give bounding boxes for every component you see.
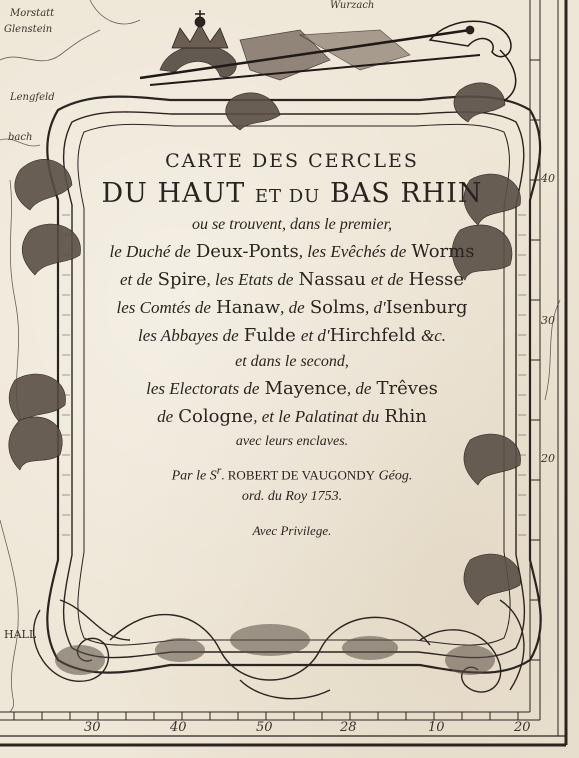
subtitle-line: ou se trouvent, dans le premier,	[191, 216, 393, 233]
text-line-11: avec leurs enclaves.	[235, 434, 349, 449]
place-fulde: Fulde	[243, 325, 296, 346]
place-isenburg: Isenburg	[385, 297, 468, 318]
place-hesse: Hesse	[408, 269, 465, 290]
author-line-2: ord. du Roy 1753.	[241, 488, 343, 504]
text-line-7	[82, 325, 502, 346]
text-fragment: , les Evêchés de	[298, 242, 407, 261]
place-cologne: Cologne	[178, 406, 254, 427]
author-sup: r	[216, 464, 222, 477]
privilege-line: Avec Privilege.	[252, 522, 332, 538]
text-fragment: les Comtés de	[116, 298, 211, 317]
author-title: Géog.	[378, 468, 413, 484]
scale-number: 50	[256, 720, 273, 735]
title-du: DU	[101, 178, 148, 209]
scale-number: 30	[541, 314, 555, 327]
text-fragment: le Duché de	[109, 242, 191, 261]
author-name: . ROBERT DE VAUGONDY	[221, 467, 376, 483]
text-fragment: , de	[346, 379, 372, 398]
map-label-wurzach: Wurzach	[330, 0, 375, 11]
text-fragment: , les Etats de	[206, 270, 294, 289]
place-hanaw: Hanaw	[216, 297, 281, 318]
place-treves: Trêves	[376, 378, 438, 399]
author-line	[82, 464, 502, 485]
text-fragment: et de	[370, 270, 404, 289]
scale-number: 30	[84, 720, 101, 735]
scale-number: 28	[340, 720, 357, 735]
scale-number: 20	[541, 452, 555, 465]
scale-number: 10	[428, 720, 445, 735]
map-label-morstatt: Morstatt	[10, 8, 55, 19]
title-haut: HAUT	[157, 178, 246, 209]
place-rhin: Rhin	[384, 406, 427, 427]
place-nassau: Nassau	[298, 269, 366, 290]
scale-number: 40	[170, 720, 187, 735]
text-line-5	[82, 269, 502, 290]
text-fragment: et de	[119, 270, 153, 289]
text-fragment: les Abbayes de	[137, 326, 239, 345]
map-label-glenstein: Glenstein	[4, 24, 53, 35]
text-fragment: les Electorats de	[146, 379, 260, 398]
place-worms: Worms	[411, 241, 475, 262]
text-fragment: , et le Palatinat du	[253, 407, 380, 426]
text-fragment: de	[157, 407, 174, 426]
place-deux-ponts: Deux-Ponts	[195, 241, 299, 262]
text-fragment: , d'	[365, 298, 386, 317]
place-solms: Solms	[309, 297, 366, 318]
cartouche-title-block	[82, 150, 502, 539]
scale-number: 20	[514, 720, 531, 735]
place-mayence: Mayence	[264, 378, 347, 399]
map-label-hall: HALL	[4, 628, 37, 641]
text-line-9	[82, 378, 502, 399]
scale-number: 40	[541, 172, 555, 185]
text-line-8: et dans le second,	[235, 353, 349, 370]
title-line-2	[82, 178, 502, 209]
text-fragment: &c.	[420, 326, 447, 345]
title-et-du: ET DU	[254, 186, 321, 207]
text-fragment: , de	[280, 298, 305, 317]
title-bas-rhin: BAS RHIN	[329, 178, 483, 209]
text-line-10	[82, 406, 502, 427]
author-prefix: Par le S	[171, 468, 217, 484]
place-hirchfeld: Hirchfeld	[329, 325, 416, 346]
text-line-4	[82, 241, 502, 262]
place-spire: Spire	[157, 269, 207, 290]
title-line-1: CARTE DES CERCLES	[165, 150, 419, 172]
map-label-lengfeld: Lengfeld	[10, 92, 55, 103]
text-fragment: et d'	[300, 326, 330, 345]
map-label-bach: bach	[8, 132, 33, 143]
text-line-6	[82, 297, 502, 318]
